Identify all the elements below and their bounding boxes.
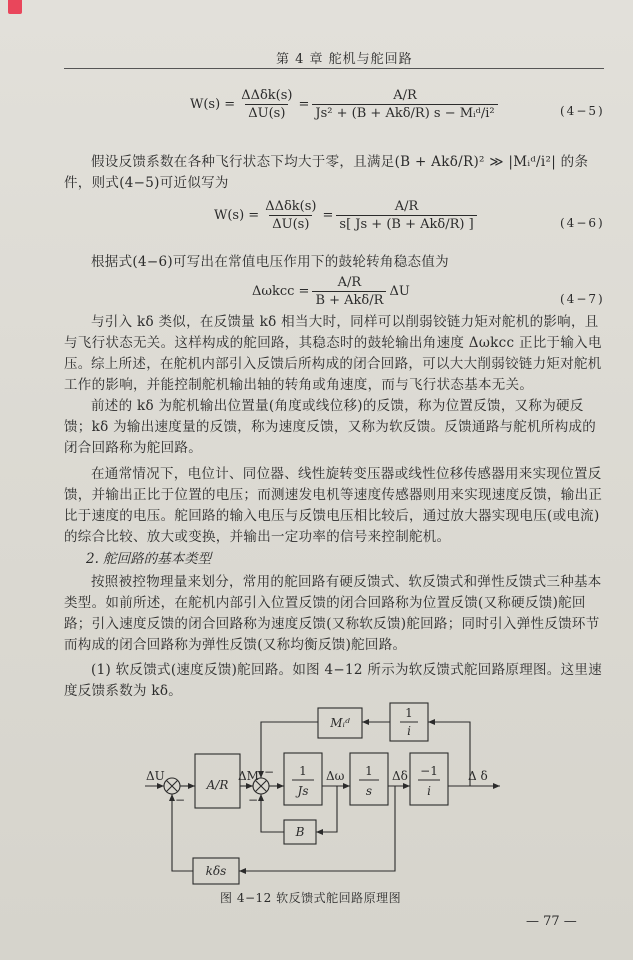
frac-denominator: Js² + (B + Akδ/R) s − Mᵢᵈ/i² — [312, 104, 497, 121]
label-dm: ΔM — [238, 769, 259, 783]
page-number: — 77 — — [526, 914, 577, 929]
label-du: ΔU — [146, 769, 165, 783]
label-minus: − — [264, 765, 275, 779]
frac-numerator: A/R — [394, 199, 419, 214]
eq-equals: = — [298, 97, 310, 112]
frac-numerator: ΔΔδk(s) — [265, 199, 317, 214]
equation-number: (4−5) — [560, 104, 605, 118]
label-minus: − — [175, 793, 186, 807]
paragraph: 在通常情况下，电位计、同位器、线性旋转变压器或线性位移传感器用来实现位置反馈，并输出正比于位置的电压；而测速发电机等速度传感器则用来实现速度反馈，输出正比于速度的电压。舵回路的输入电压与反馈电压相比较后，通过放大器实现电压(或电流)的综合比较、放大或变换，并输出一定功率的信号来控制舵机。 — [64, 466, 603, 545]
frac-denominator: ΔU(s) — [245, 104, 288, 121]
block-i-den: i — [427, 784, 431, 798]
paragraph: 根据式(4−6)可写出在常值电压作用下的鼓轮转角稳态值为 — [91, 254, 449, 270]
eq-lhs: W(s) = — [190, 97, 236, 112]
running-head: 第 4 章 舵机与舵回路 — [276, 52, 413, 67]
eq-lhs: Δωkcc = — [252, 284, 310, 299]
frac-numerator: A/R — [337, 275, 362, 290]
eq-lhs: W(s) = — [214, 208, 260, 223]
frac-denominator: s[ Js + (B + Akδ/R) ] — [336, 215, 476, 232]
eq-tail: ΔU — [389, 284, 410, 299]
paragraph: 综上所述，在舵机内部引入反馈后所构成的闭合回路，可以大大削弱铰链力矩对舵机工作的影响，并能控制舵机输出轴的转角或角速度，而与飞行状态基本无关。 — [64, 356, 602, 393]
paragraph: 按照被控物理量来划分，常用的舵回路有硬反馈式、软反馈式和弹性反馈式三种基本类型。如前所述，在舵机内部引入位置反馈的闭合回路称为位置反馈(又称硬反馈)舵回路；引入速度反馈的闭合回路称为速度反馈(又称软反馈)舵回路；同时引入弹性反馈环节而构成的闭合回路称为弹性反馈(又称均衡反馈)舵回路。 — [64, 574, 602, 653]
frac-numerator: ΔΔδk(s) — [241, 88, 293, 103]
equation-number: (4−7) — [560, 292, 605, 306]
block-s-den: s — [365, 784, 373, 798]
block-inv-i-den: i — [407, 724, 411, 738]
frac-denominator: ΔU(s) — [269, 215, 312, 232]
section-heading: 2. 舵回路的基本类型 — [86, 551, 212, 567]
label-output: Δ δ — [468, 769, 488, 783]
block-m-text: Mᵢᵈ — [330, 716, 350, 730]
block-b-text: B — [295, 825, 305, 839]
label-dd: Δδ — [392, 769, 408, 783]
block-kds-text: kδs — [205, 864, 227, 878]
paragraph: (1) 软反馈式(速度反馈)舵回路。如图 4−12 所示为软反馈式舵回路原理图。这里速度反馈系数为 kδ。 — [64, 662, 603, 699]
frac-denominator: B + Akδ/R — [312, 291, 386, 308]
label-minus: − — [248, 793, 259, 807]
label-dw: Δω — [326, 769, 345, 783]
paragraph: 与引入 kδ 类似，在反馈量 kδ 相当大时，同样可以削弱铰链力矩对舵机的影响，且与飞行状态无关。这样构成的舵回路，其稳态时的鼓轮输出角速度 Δωkcc 正比于输入电压。 — [64, 314, 602, 372]
block-i-num: −1 — [420, 764, 438, 778]
block-js-num: 1 — [299, 764, 307, 778]
equation-number: (4−6) — [560, 216, 605, 230]
block-ar-text: A/R — [206, 778, 229, 792]
block-inv-i-num: 1 — [405, 706, 413, 720]
paragraph: 前述的 kδ 为舵机输出位置量(角度或线位移)的反馈，称为位置反馈，又称为硬反馈；kδ 为输出速度量的反馈，称为速度反馈，又称为软反馈。反馈通路与舵机所构成的闭合回路称为舵回路。 — [64, 398, 597, 456]
block-js-den: Js — [297, 784, 309, 798]
eq-equals: = — [322, 208, 334, 223]
block-s-num: 1 — [365, 764, 373, 778]
paragraph: 假设反馈系数在各种飞行状态下均大于零，且满足(B + Akδ/R)² ≫ |Mᵢᵈ/i²| 的条件，则式(4−5)可近似写为 — [64, 154, 589, 191]
frac-numerator: A/R — [393, 88, 417, 103]
figure-caption: 图 4−12 软反馈式舵回路原理图 — [220, 891, 402, 905]
